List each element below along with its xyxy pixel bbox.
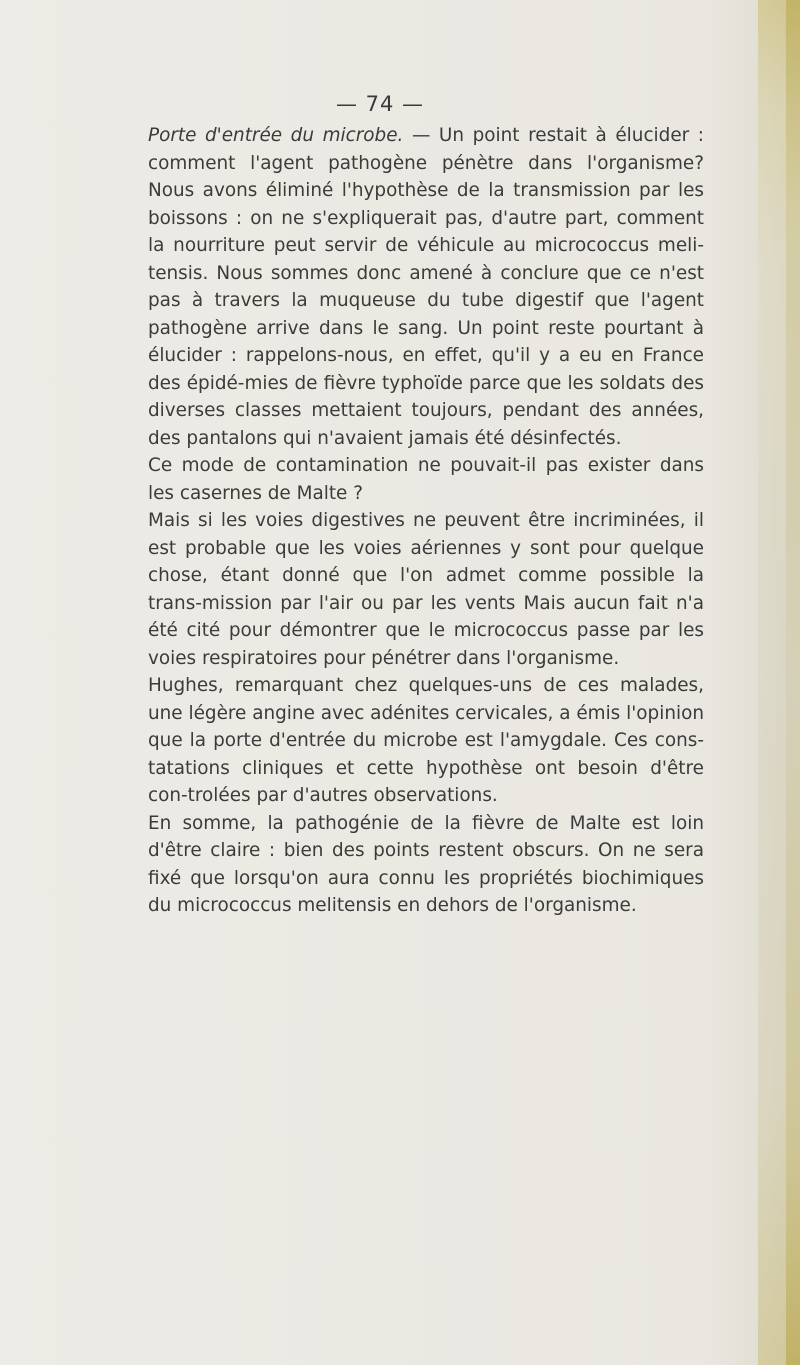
paragraph-5: En somme, la pathogénie de la fièvre de Malte est loin d'être claire : bien des points restent obscurs. On ne sera fixé que lorsqu'on aura connu les propriétés biochimiques du micrococcus melitensis en dehors de l'organisme. <box>148 812 704 916</box>
section-heading: Porte d'entrée du microbe. <box>148 125 404 146</box>
page-number: — 74 — <box>335 92 425 116</box>
body-text <box>148 122 704 920</box>
paragraph-2: Ce mode de contamination ne pouvait-il pas exister dans les casernes de Malte ? <box>148 455 704 504</box>
paragraph-1 <box>148 122 704 452</box>
paragraph-1-text: — Un point restait à élucider : comment l'agent pathogène pénètre dans l'organisme? Nous avons éliminé l'hypothèse de la transmission par les boissons : on ne s'expliquerait pas, d'autre part, comment la nourriture peut servir de véhicule au micrococcus meli-tensis. Nous sommes donc amené à conclure que ce n'est pas à travers la muqueuse du tube digestif que l'agent pathogène arrive dans le sang. Un point reste pourtant à élucider : rappelons-nous, en effet, qu'il y a eu en France des épidé-mies de fièvre typhoïde parce que les soldats des diverses classes mettaient toujours, pendant des années, des pantalons qui n'avaient jamais été désinfectés. <box>148 125 704 449</box>
page-edge-discoloration <box>786 0 800 1365</box>
paragraph-4: Hughes, remarquant chez quelques-uns de ces malades, une légère angine avec adénites cervicales, a émis l'opinion que la porte d'entrée du microbe est l'amygdale. Ces cons-tatations cliniques et cette hypothèse ont besoin d'être con-trolées par d'autres observations. <box>148 675 704 806</box>
paragraph-3: Mais si les voies digestives ne peuvent être incriminées, il est probable que les voies aériennes y sont pour quelque chose, étant donné que l'on admet comme possible la trans-mission par l'air ou par les vents Mais aucun fait n'a été cité pour démontrer que le micrococcus passe par les voies respiratoires pour pénétrer dans l'organisme. <box>148 510 704 669</box>
